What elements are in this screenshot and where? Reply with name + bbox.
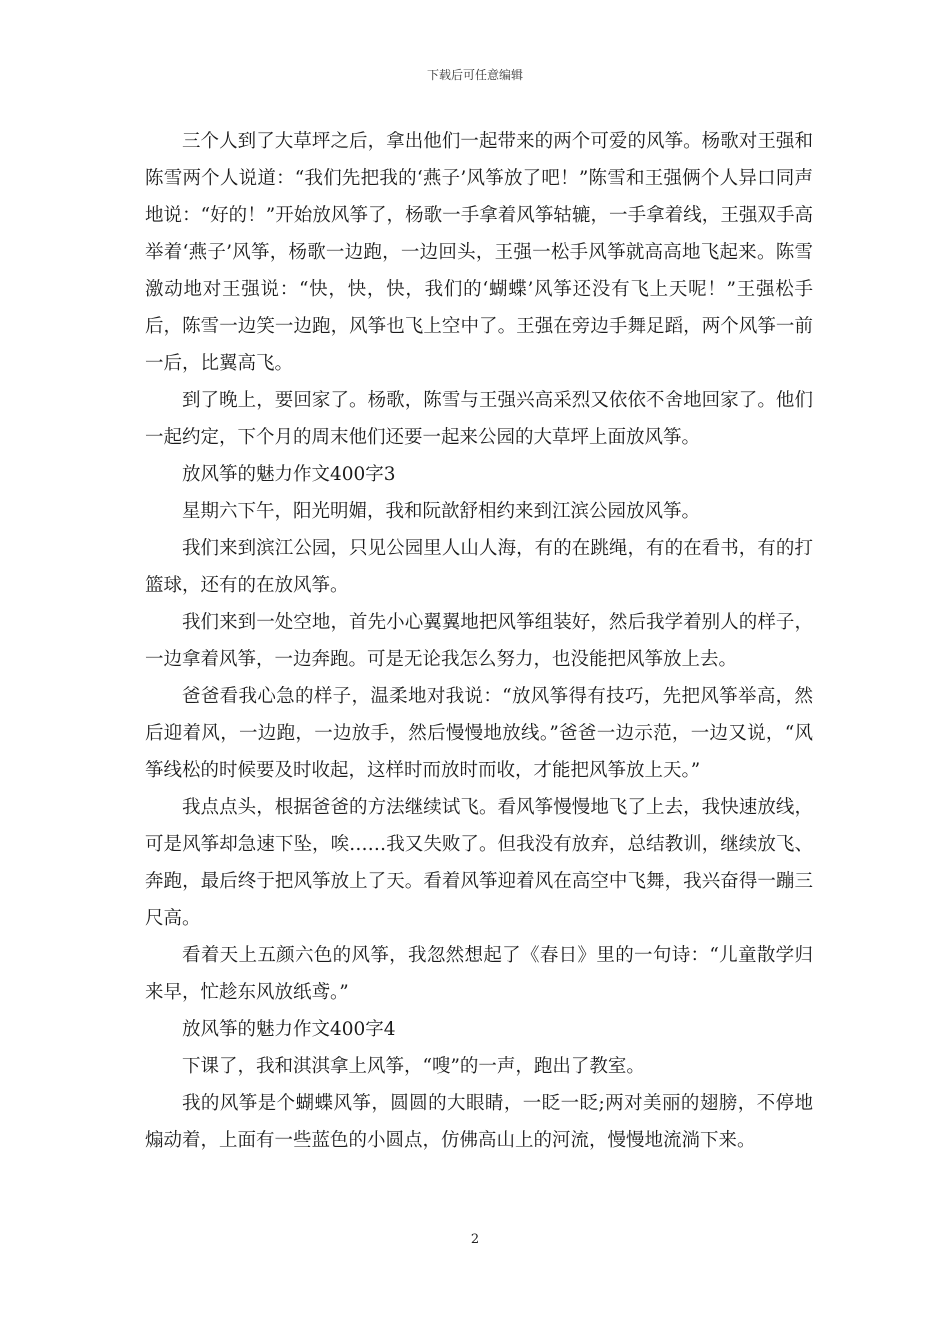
section-heading-3: 放风筝的魅力作文400字3 xyxy=(182,464,396,485)
paragraph-1: 三个人到了大草坪之后，拿出他们一起带来的两个可爱的风筝。杨歌对王强和陈雪两个人说道：“我们先把我的‘燕子’风筝放了吧！”陈雪和王强俩个人异口同声地说：“好的！”开始放风筝了，杨歌一手拿着风筝轱辘，一手拿着线，王强双手高举着‘燕子’风筝，杨歌一边跑，一边回头，王强一松手风筝就高高地飞起来。陈雪激动地对王强说：“快，快，快，我们的‘蝴蝶’风筝还没有飞上天呢！”王强松手后，陈雪一边笑一边跑，风筝也飞上空中了。王强在旁边手舞足蹈，两个风筝一前一后，比翼高飞。 xyxy=(145,131,813,374)
paragraph-2: 到了晚上，要回家了。杨歌，陈雪与王强兴高采烈又依依不舍地回家了。他们一起约定，下个月的周末他们还要一起来公园的大草坪上面放风筝。 xyxy=(145,390,813,448)
page-header: 下载后可任意编辑 xyxy=(426,68,523,82)
paragraph-9: 下课了，我和淇淇拿上风筝，“嗖”的一声，跑出了教室。 xyxy=(182,1056,645,1077)
paragraph-8: 看着天上五颜六色的风筝，我忽然想起了《春日》里的一句诗：“儿童散学归来早，忙趁东风放纸鸢。” xyxy=(145,945,813,1003)
page-number: 2 xyxy=(470,1232,480,1247)
paragraph-6: 爸爸看我心急的样子，温柔地对我说：“放风筝得有技巧，先把风筝举高，然后迎着风，一边跑，一边放手，然后慢慢地放线。”爸爸一边示范，一边又说，“风筝线松的时候要及时收起，这样时而放时而收，才能把风筝放上天。” xyxy=(145,686,813,781)
document-body xyxy=(145,123,813,1159)
paragraph-5: 我们来到一处空地，首先小心翼翼地把风筝组装好，然后我学着别人的样子，一边拿着风筝，一边奔跑。可是无论我怎么努力，也没能把风筝放上去。 xyxy=(145,612,813,670)
paragraph-3: 星期六下午，阳光明媚，我和阮歆舒相约来到江滨公园放风筝。 xyxy=(182,501,701,522)
paragraph-4: 我们来到滨江公园，只见公园里人山人海，有的在跳绳，有的在看书，有的打篮球，还有的在放风筝。 xyxy=(145,538,813,596)
paragraph-10: 我的风筝是个蝴蝶风筝，圆圆的大眼睛，一眨一眨;两对美丽的翅膀，不停地煽动着，上面有一些蓝色的小圆点，仿佛高山上的河流，慢慢地流淌下来。 xyxy=(145,1093,813,1151)
section-heading-4: 放风筝的魅力作文400字4 xyxy=(182,1019,396,1040)
paragraph-7: 我点点头，根据爸爸的方法继续试飞。看风筝慢慢地飞了上去，我快速放线，可是风筝却急速下坠，唉……我又失败了。但我没有放弃，总结教训，继续放飞、奔跑，最后终于把风筝放上了天。看着风筝迎着风在高空中飞舞，我兴奋得一蹦三尺高。 xyxy=(145,797,813,929)
